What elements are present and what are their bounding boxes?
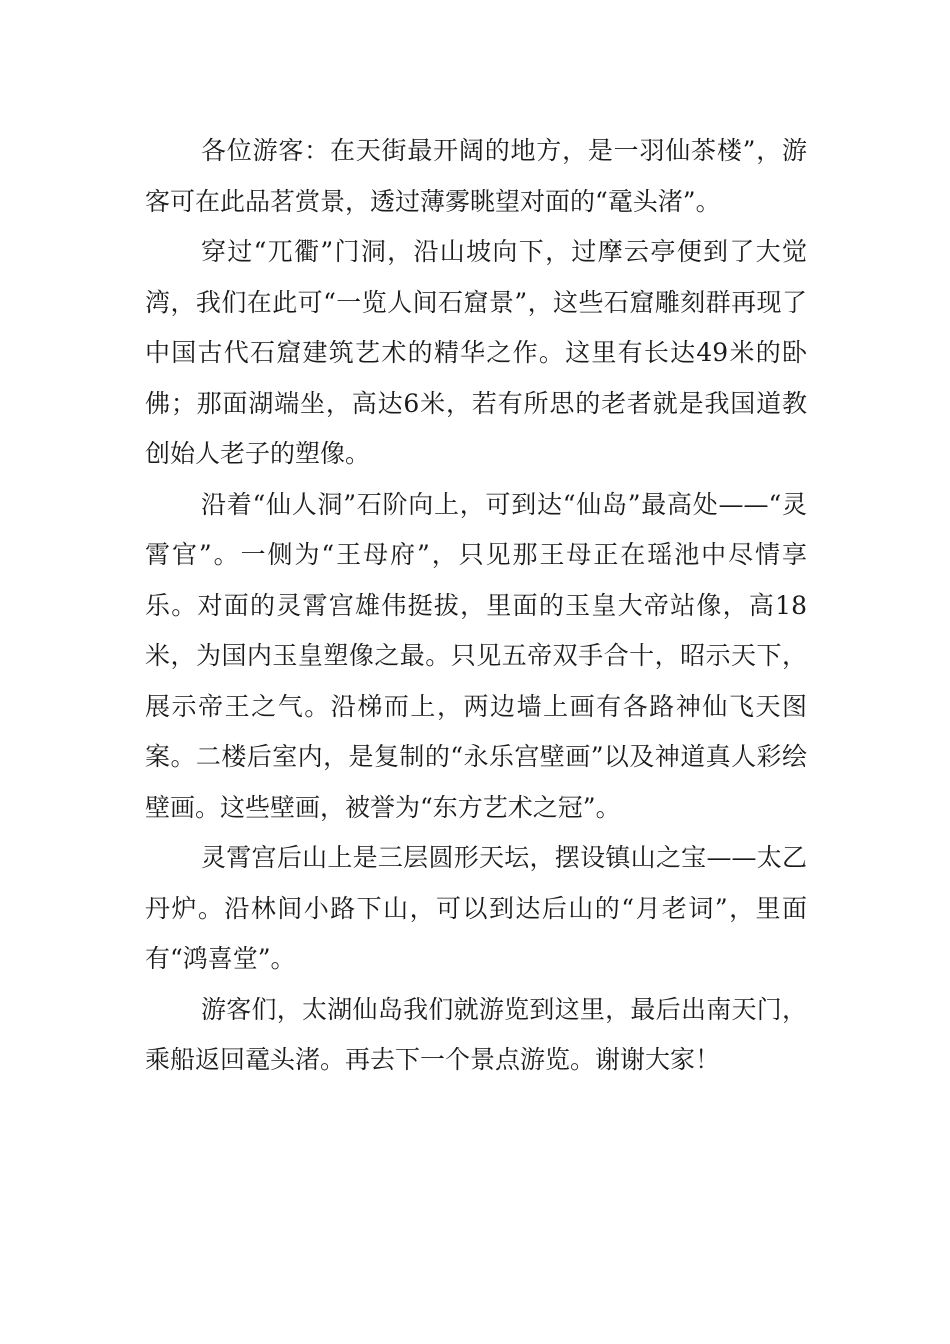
paragraph-5: 游客们，太湖仙岛我们就游览到这里，最后出南天门，乘船返回鼋头渚。再去下一个景点游览。谢谢大家！	[145, 994, 807, 1074]
paragraph-2: 穿过“兀衢”门洞，沿山坡向下，过摩云亭便到了大觉湾，我们在此可“一览人间石窟景”，这些石窟雕刻群再现了中国古代石窟建筑艺术的精华之作。这里有长达49米的卧佛；那面湖端坐，高达6米，若有所思的老者就是我国道教创始人老子的塑像。	[145, 237, 807, 468]
paragraph-4: 灵霄宫后山上是三层圆形天坛，摆设镇山之宝——太乙丹炉。沿林间小路下山，可以到达后山的“月老词”，里面有“鸿喜堂”。	[145, 843, 807, 973]
paragraph-3: 沿着“仙人洞”石阶向上，可到达“仙岛”最高处——“灵霄官”。一侧为“王母府”，只见那王母正在瑶池中尽情享乐。对面的灵霄宫雄伟挺拔，里面的玉皇大帝站像，高18米，为国内玉皇塑像之最。只见五帝双手合十，昭示天下，展示帝王之气。沿梯而上，两边墙上画有各路神仙飞天图案。二楼后室内，是复制的“永乐宫壁画”以及神道真人彩绘壁画。这些壁画，被誉为“东方艺术之冠”。	[145, 489, 807, 822]
document-body	[145, 126, 807, 1086]
paragraph-1: 各位游客：在天街最开阔的地方，是一羽仙茶楼”，游客可在此品茗赏景，透过薄雾眺望对面的“鼋头渚”。	[145, 136, 807, 216]
